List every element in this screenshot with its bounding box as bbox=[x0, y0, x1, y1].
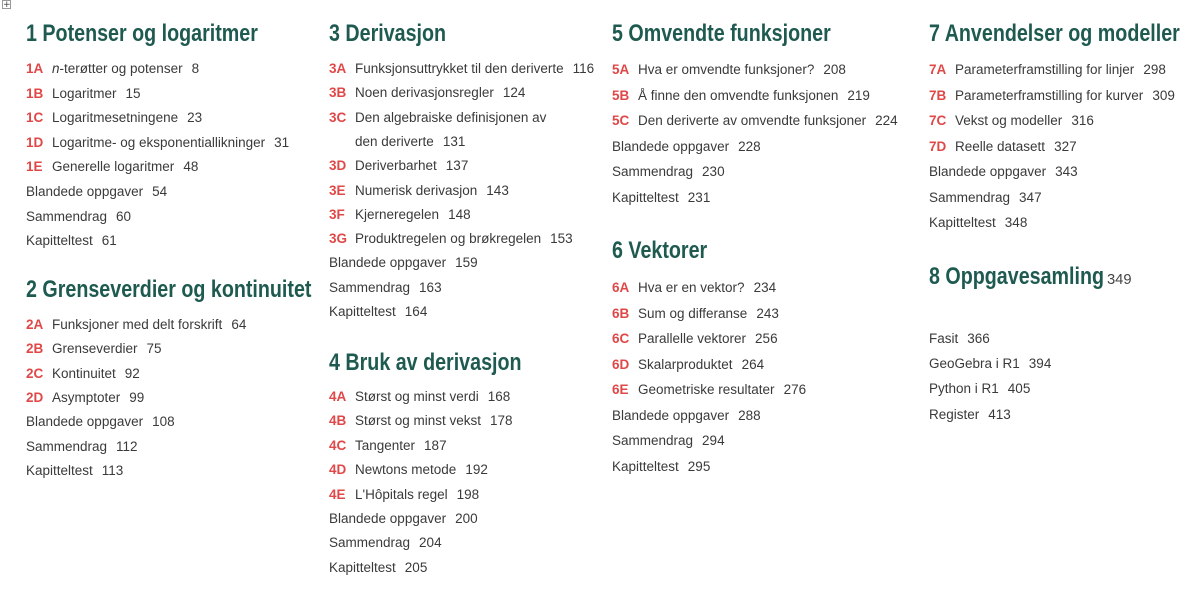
section-code: 7C bbox=[929, 113, 947, 128]
entry-page: 178 bbox=[490, 413, 513, 429]
entry-label: Tangenter bbox=[355, 437, 416, 453]
entry-label: den deriverte bbox=[355, 133, 434, 149]
toc-entry[interactable] bbox=[612, 459, 710, 475]
entry-page: 243 bbox=[756, 305, 779, 321]
entry-label: Sammendrag bbox=[612, 433, 694, 448]
toc-entry[interactable] bbox=[929, 215, 1027, 231]
section-code: 5C bbox=[612, 113, 630, 128]
entry-label: Sammendrag bbox=[26, 438, 108, 454]
entry-label: Sum og differanse bbox=[638, 305, 748, 321]
section-code: 6C bbox=[612, 331, 630, 346]
chapter-title: Vektorer bbox=[628, 237, 708, 264]
entry-page: 23 bbox=[187, 110, 203, 126]
section-code: 3F bbox=[329, 206, 345, 222]
toc-entry[interactable] bbox=[26, 61, 199, 77]
entry-label: Kjerneregelen bbox=[355, 206, 440, 222]
entry-page: 205 bbox=[404, 559, 428, 575]
toc-entry[interactable] bbox=[329, 511, 478, 527]
entry-label: Funksjonsuttrykket til den deriverte bbox=[355, 61, 564, 76]
entry-page: 198 bbox=[456, 486, 480, 502]
section-code: 3B bbox=[329, 85, 347, 101]
toc-entry[interactable] bbox=[26, 233, 117, 249]
chapter-heading[interactable] bbox=[26, 276, 311, 304]
expand-icon[interactable]: + bbox=[3, 0, 11, 10]
entry-page: 116 bbox=[572, 61, 595, 76]
entry-label: Generelle logaritmer bbox=[52, 159, 175, 175]
toc-entry[interactable] bbox=[26, 184, 167, 200]
entry-page: 256 bbox=[755, 331, 778, 346]
entry-label: Kapitteltest bbox=[612, 458, 679, 474]
entry-page: 348 bbox=[1004, 215, 1028, 230]
toc-entry[interactable] bbox=[26, 366, 140, 382]
toc-entry[interactable] bbox=[329, 413, 513, 429]
entry-page: 200 bbox=[455, 511, 478, 526]
entry-label: Logaritmesetningene bbox=[52, 110, 179, 126]
toc-entry[interactable] bbox=[329, 389, 510, 405]
entry-label: Den algebraiske definisjonen av bbox=[355, 109, 547, 125]
toc-entry[interactable] bbox=[26, 135, 289, 151]
entry-page: 234 bbox=[753, 280, 777, 295]
entry-label: Parameterframstilling for kurver bbox=[955, 87, 1144, 103]
entry-label: Størst og minst vekst bbox=[355, 413, 482, 429]
section-code: 5B bbox=[612, 87, 630, 103]
chapter-page: 349 bbox=[1107, 271, 1132, 288]
entry-page: 54 bbox=[152, 184, 168, 199]
entry-page: 294 bbox=[702, 433, 725, 448]
entry-label: n-terøtter og potenser bbox=[52, 61, 183, 76]
entry-page: 31 bbox=[274, 134, 290, 150]
entry-page: 298 bbox=[1143, 62, 1166, 77]
entry-page: 15 bbox=[125, 85, 141, 101]
chapter-title: Derivasjon bbox=[345, 20, 447, 47]
section-code: 2B bbox=[26, 341, 44, 357]
toc-entry[interactable] bbox=[929, 190, 1042, 206]
toc-entry[interactable] bbox=[329, 134, 465, 150]
entry-page: 192 bbox=[465, 462, 488, 478]
toc-entry[interactable] bbox=[26, 341, 162, 357]
toc-entry[interactable] bbox=[26, 317, 246, 333]
entry-label: Å finne den omvendte funksjonen bbox=[638, 87, 839, 103]
toc-entry[interactable] bbox=[612, 164, 725, 180]
toc-entry[interactable] bbox=[329, 304, 427, 320]
entry-page: 64 bbox=[231, 317, 247, 332]
entry-page: 347 bbox=[1019, 189, 1042, 205]
entry-page: 288 bbox=[738, 407, 761, 423]
toc-entry[interactable] bbox=[612, 62, 846, 78]
chapter-heading[interactable] bbox=[612, 237, 707, 265]
section-code: 5A bbox=[612, 62, 630, 77]
entry-page: 108 bbox=[152, 414, 175, 430]
toc-entry[interactable] bbox=[329, 487, 479, 503]
entry-page: 112 bbox=[116, 438, 138, 454]
entry-page: 224 bbox=[875, 113, 898, 128]
entry-label: Kapitteltest bbox=[929, 215, 996, 230]
chapter-title: Grenseverdier og kontinuitet bbox=[42, 276, 312, 303]
entry-page: 60 bbox=[116, 208, 132, 224]
entry-page: 164 bbox=[404, 304, 428, 319]
entry-page: 113 bbox=[101, 462, 124, 478]
entry-label: Newtons metode bbox=[355, 462, 457, 478]
entry-label: Kontinuitet bbox=[52, 365, 116, 381]
entry-page: 48 bbox=[183, 159, 199, 175]
chapter-heading[interactable] bbox=[612, 20, 831, 48]
section-code: 2C bbox=[26, 365, 44, 381]
section-code: 3D bbox=[329, 158, 347, 174]
toc-entry[interactable] bbox=[929, 88, 1175, 104]
entry-label: Noen derivasjonsregler bbox=[355, 85, 494, 101]
section-code: 4D bbox=[329, 462, 347, 478]
toc-entry[interactable] bbox=[612, 190, 710, 206]
chapter-heading[interactable] bbox=[929, 263, 1132, 291]
section-code: 6A bbox=[612, 280, 630, 295]
entry-label: Blandede oppgaver bbox=[929, 164, 1047, 179]
variable-n: n bbox=[52, 61, 60, 76]
entry-page: 159 bbox=[455, 255, 478, 271]
toc-entry[interactable] bbox=[329, 110, 546, 126]
section-code: 4A bbox=[329, 389, 347, 404]
entry-label: Register bbox=[929, 406, 980, 422]
entry-page: 99 bbox=[129, 389, 145, 405]
toc-entry[interactable] bbox=[929, 62, 1166, 78]
section-code: 7D bbox=[929, 138, 947, 154]
section-code: 6E bbox=[612, 382, 629, 397]
entry-label: Hva er omvendte funksjoner? bbox=[638, 62, 815, 77]
entry-label: Python i R1 bbox=[929, 381, 999, 397]
chapter-heading[interactable] bbox=[329, 349, 522, 377]
entry-label: Reelle datasett bbox=[955, 138, 1046, 154]
entry-page: 394 bbox=[1028, 356, 1052, 372]
chapter-number: 6 bbox=[612, 237, 623, 264]
entry-label: Blandede oppgaver bbox=[612, 407, 730, 423]
toc-entry[interactable] bbox=[612, 280, 776, 296]
entry-page: 366 bbox=[967, 331, 990, 346]
chapter-title: Anvendelser og modeller bbox=[944, 20, 1180, 47]
entry-label: Vekst og modeller bbox=[955, 113, 1063, 128]
toc-entry[interactable] bbox=[26, 110, 202, 126]
entry-label: Parallelle vektorer bbox=[638, 331, 747, 346]
entry-page: 131 bbox=[442, 133, 466, 149]
entry-page: 61 bbox=[101, 233, 117, 249]
toc-entry[interactable] bbox=[929, 381, 1030, 397]
entry-page: 187 bbox=[424, 437, 447, 453]
entry-label: Sammendrag bbox=[612, 164, 694, 179]
toc-entry[interactable] bbox=[329, 560, 427, 576]
section-code: 2A bbox=[26, 317, 44, 332]
toc-entry[interactable] bbox=[26, 209, 131, 225]
entry-page: 405 bbox=[1007, 381, 1031, 397]
toc-entry[interactable] bbox=[929, 356, 1051, 372]
chapter-number: 1 bbox=[26, 20, 37, 47]
entry-label: Asymptoter bbox=[52, 389, 121, 405]
toc-entry[interactable] bbox=[26, 390, 144, 406]
toc-entry[interactable] bbox=[26, 439, 138, 455]
entry-label: Sammendrag bbox=[329, 535, 411, 551]
entry-label: Hva er en vektor? bbox=[638, 280, 745, 295]
section-code: 3A bbox=[329, 61, 347, 76]
entry-label: Geometriske resultater bbox=[638, 382, 775, 397]
toc-entry[interactable] bbox=[329, 231, 573, 247]
toc-entry[interactable] bbox=[612, 357, 764, 373]
chapter-number: 5 bbox=[612, 20, 623, 47]
entry-page: 148 bbox=[448, 206, 471, 222]
entry-page: 316 bbox=[1071, 113, 1094, 128]
entry-label: Fasit bbox=[929, 331, 959, 346]
entry-page: 75 bbox=[146, 341, 162, 357]
entry-label: Blandede oppgaver bbox=[26, 414, 144, 430]
toc-entry[interactable] bbox=[612, 408, 761, 424]
section-code: 1D bbox=[26, 134, 44, 150]
section-code: 3C bbox=[329, 109, 347, 125]
toc-entry[interactable] bbox=[329, 85, 525, 101]
entry-label: Logaritme- og eksponentiallikninger bbox=[52, 134, 266, 150]
entry-page: 219 bbox=[847, 87, 870, 103]
toc-entry[interactable] bbox=[329, 207, 471, 223]
entry-label: L'Hôpitals regel bbox=[355, 486, 448, 502]
toc-entry[interactable] bbox=[329, 280, 442, 296]
toc-entry[interactable] bbox=[26, 414, 175, 430]
toc-entry[interactable] bbox=[612, 382, 806, 398]
entry-page: 309 bbox=[1152, 87, 1175, 103]
toc-entry[interactable] bbox=[329, 438, 447, 454]
section-code: 4E bbox=[329, 486, 346, 502]
entry-label: Kapitteltest bbox=[612, 189, 679, 205]
entry-label: Sammendrag bbox=[929, 189, 1011, 205]
entry-label: Blandede oppgaver bbox=[26, 184, 144, 199]
entry-page: 168 bbox=[487, 389, 511, 404]
toc-entry[interactable] bbox=[612, 88, 870, 104]
toc-entry[interactable] bbox=[929, 113, 1094, 129]
toc-entry[interactable] bbox=[929, 407, 1011, 423]
chapter-heading[interactable] bbox=[329, 20, 446, 48]
toc-entry[interactable] bbox=[329, 535, 442, 551]
chapter-number: 7 bbox=[929, 20, 940, 47]
toc-entry[interactable] bbox=[329, 158, 468, 174]
entry-label: Produktregelen og brøkregelen bbox=[355, 231, 542, 247]
chapter-heading[interactable] bbox=[929, 20, 1180, 48]
toc-entry[interactable] bbox=[612, 433, 725, 449]
toc-entry[interactable] bbox=[612, 331, 778, 347]
section-code: 1E bbox=[26, 159, 43, 175]
chapter-heading[interactable] bbox=[26, 20, 258, 48]
section-code: 3E bbox=[329, 182, 346, 198]
entry-page: 137 bbox=[445, 158, 469, 174]
chapter-number: 4 bbox=[329, 349, 340, 376]
entry-label: GeoGebra i R1 bbox=[929, 356, 1020, 372]
entry-page: 295 bbox=[687, 458, 711, 474]
section-code: 4B bbox=[329, 413, 347, 429]
toc-entry[interactable] bbox=[929, 331, 990, 347]
entry-page: 231 bbox=[687, 189, 711, 205]
section-code: 4C bbox=[329, 437, 347, 453]
entry-page: 276 bbox=[783, 382, 807, 397]
toc-entry[interactable] bbox=[26, 86, 141, 102]
entry-page: 230 bbox=[702, 164, 725, 179]
toc-entry[interactable] bbox=[612, 306, 779, 322]
section-code: 7B bbox=[929, 87, 947, 103]
entry-label: Sammendrag bbox=[26, 208, 108, 224]
toc-entry[interactable] bbox=[329, 61, 594, 77]
toc-entry[interactable] bbox=[329, 183, 509, 199]
entry-label: Parameterframstilling for linjer bbox=[955, 62, 1135, 77]
entry-page: 264 bbox=[741, 356, 765, 372]
entry-page: 8 bbox=[191, 61, 200, 76]
entry-page: 228 bbox=[738, 138, 761, 154]
toc-entry[interactable] bbox=[929, 139, 1077, 155]
entry-label: Blandede oppgaver bbox=[329, 511, 447, 526]
entry-page: 143 bbox=[486, 182, 509, 198]
entry-page: 208 bbox=[823, 62, 846, 77]
entry-label: Størst og minst verdi bbox=[355, 389, 479, 404]
entry-label: Den deriverte av omvendte funksjoner bbox=[638, 113, 867, 128]
toc-entry[interactable] bbox=[26, 159, 198, 175]
chapter-number: 2 bbox=[26, 276, 37, 303]
toc-entry[interactable] bbox=[612, 113, 898, 129]
entry-page: 204 bbox=[419, 535, 442, 551]
section-code: 1A bbox=[26, 61, 44, 76]
section-code: 6B bbox=[612, 305, 630, 321]
section-code: 1C bbox=[26, 110, 44, 126]
section-code: 7A bbox=[929, 62, 947, 77]
section-code: 1B bbox=[26, 85, 44, 101]
entry-label: Numerisk derivasjon bbox=[355, 182, 478, 198]
entry-page: 163 bbox=[419, 279, 442, 295]
toc-entry[interactable] bbox=[329, 462, 488, 478]
section-code: 6D bbox=[612, 356, 630, 372]
chapter-title: Bruk av derivasjon bbox=[345, 349, 522, 376]
chapter-number: 3 bbox=[329, 20, 340, 47]
entry-label: Deriverbarhet bbox=[355, 158, 437, 174]
entry-label: Kapitteltest bbox=[329, 559, 396, 575]
entry-label: Blandede oppgaver bbox=[612, 138, 730, 154]
chapter-number: 8 bbox=[929, 263, 940, 290]
toc-entry[interactable] bbox=[329, 255, 478, 271]
entry-label: Logaritmer bbox=[52, 85, 117, 101]
entry-page: 413 bbox=[988, 406, 1011, 422]
chapter-title: Omvendte funksjoner bbox=[628, 20, 831, 47]
entry-page: 343 bbox=[1055, 164, 1078, 179]
entry-label: Kapitteltest bbox=[329, 304, 396, 319]
entry-label: Skalarproduktet bbox=[638, 356, 733, 372]
entry-page: 153 bbox=[550, 231, 573, 247]
section-code: 3G bbox=[329, 231, 348, 247]
entry-label: Kapitteltest bbox=[26, 233, 93, 249]
entry-label: Sammendrag bbox=[329, 279, 411, 295]
toc-entry[interactable] bbox=[929, 164, 1078, 180]
toc-entry[interactable] bbox=[26, 463, 123, 479]
entry-label: Blandede oppgaver bbox=[329, 255, 447, 271]
chapter-title: Potenser og logaritmer bbox=[42, 20, 258, 47]
entry-label: Grenseverdier bbox=[52, 341, 138, 357]
entry-page: 327 bbox=[1054, 138, 1077, 154]
entry-page: 92 bbox=[124, 365, 140, 381]
entry-label: Kapitteltest bbox=[26, 462, 93, 478]
chapter-title: Oppgavesamling bbox=[945, 263, 1105, 290]
entry-label: Funksjoner med delt forskrift bbox=[52, 317, 223, 332]
toc-entry[interactable] bbox=[612, 139, 761, 155]
section-code: 2D bbox=[26, 389, 44, 405]
entry-page: 124 bbox=[502, 85, 526, 101]
